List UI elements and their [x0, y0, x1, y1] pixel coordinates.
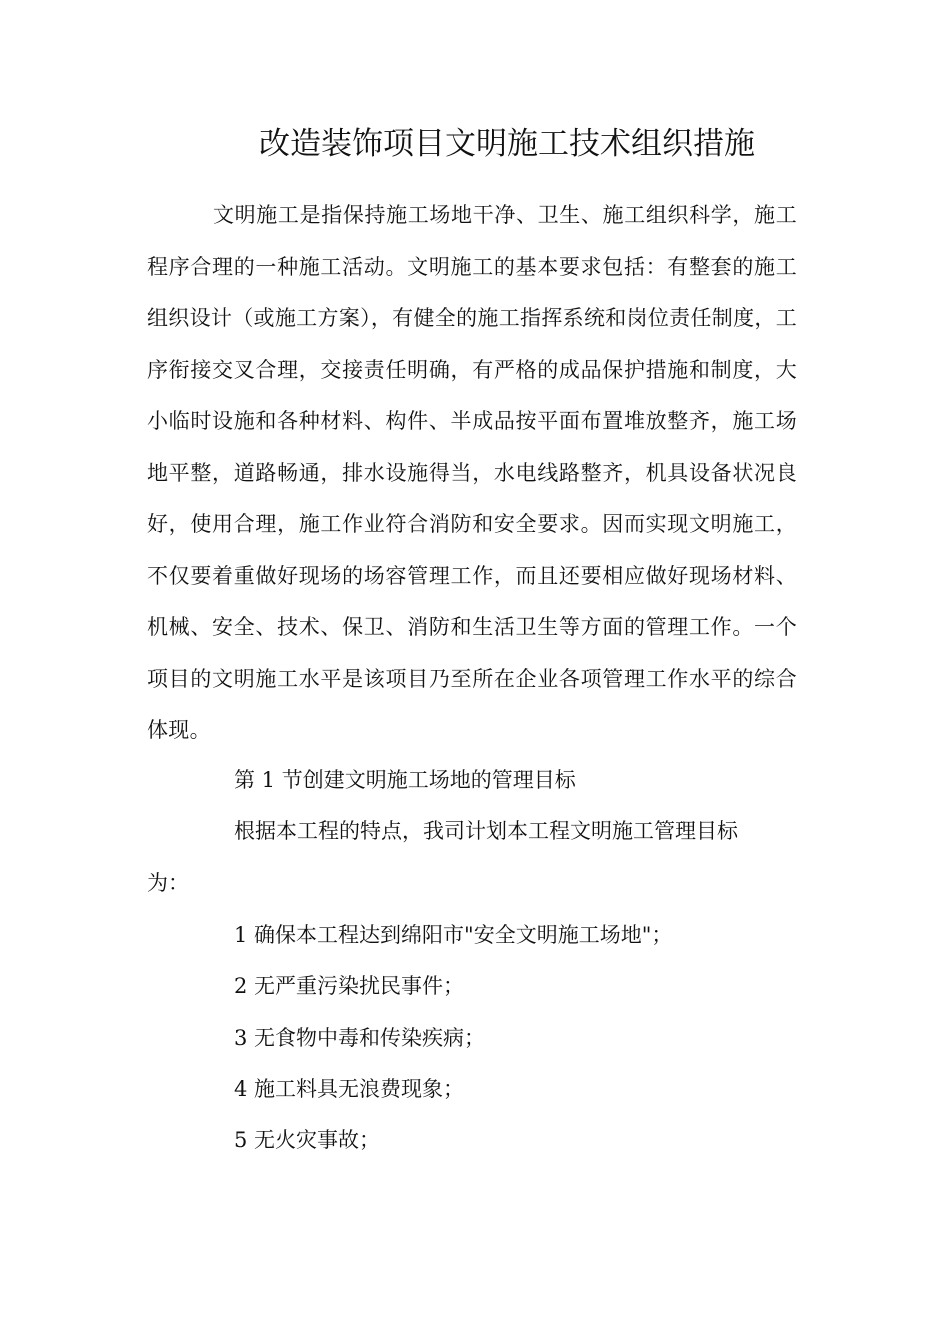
goal-item-5: 5 无火灾事故；: [234, 1128, 381, 1152]
goal-intro-line-2: 为：: [147, 871, 189, 895]
document-title: 改造装饰项目文明施工技术组织措施: [259, 126, 755, 162]
goal-item-4: 4 施工料具无浪费现象；: [234, 1077, 465, 1101]
intro-paragraph: 文明施工是指保持施工场地干净、卫生、施工组织科学，施工程序合理的一种施工活动。文明施工的基本要求包括：有整套的施工组织设计（或施工方案），有健全的施工指挥系统和岗位责任制度，工序衔接交叉合理，交接责任明确，有严格的成品保护措施和制度，大小临时设施和各种材料、构件、半成品按平面布置堆放整齐，施工场地平整，道路畅通，排水设施得当，水电线路整齐，机具设备状况良好，使用合理，施工作业符合消防和安全要求。因而实现文明施工，不仅要着重做好现场的场容管理工作，而且还要相应做好现场材料、机械、安全、技术、保卫、消防和生活卫生等方面的管理工作。一个项目的文明施工水平是该项目乃至所在企业各项管理工作水平的综合体现。: [147, 203, 797, 742]
goal-item-3: 3 无食物中毒和传染疾病；: [234, 1026, 486, 1050]
section-heading: 第 1 节创建文明施工场地的管理目标: [234, 768, 576, 792]
goal-item-2: 2 无严重污染扰民事件；: [234, 974, 465, 998]
goal-intro-line-1: 根据本工程的特点，我司计划本工程文明施工管理目标: [234, 819, 738, 843]
goal-item-1: 1 确保本工程达到绵阳市"安全文明施工场地"；: [234, 923, 673, 947]
